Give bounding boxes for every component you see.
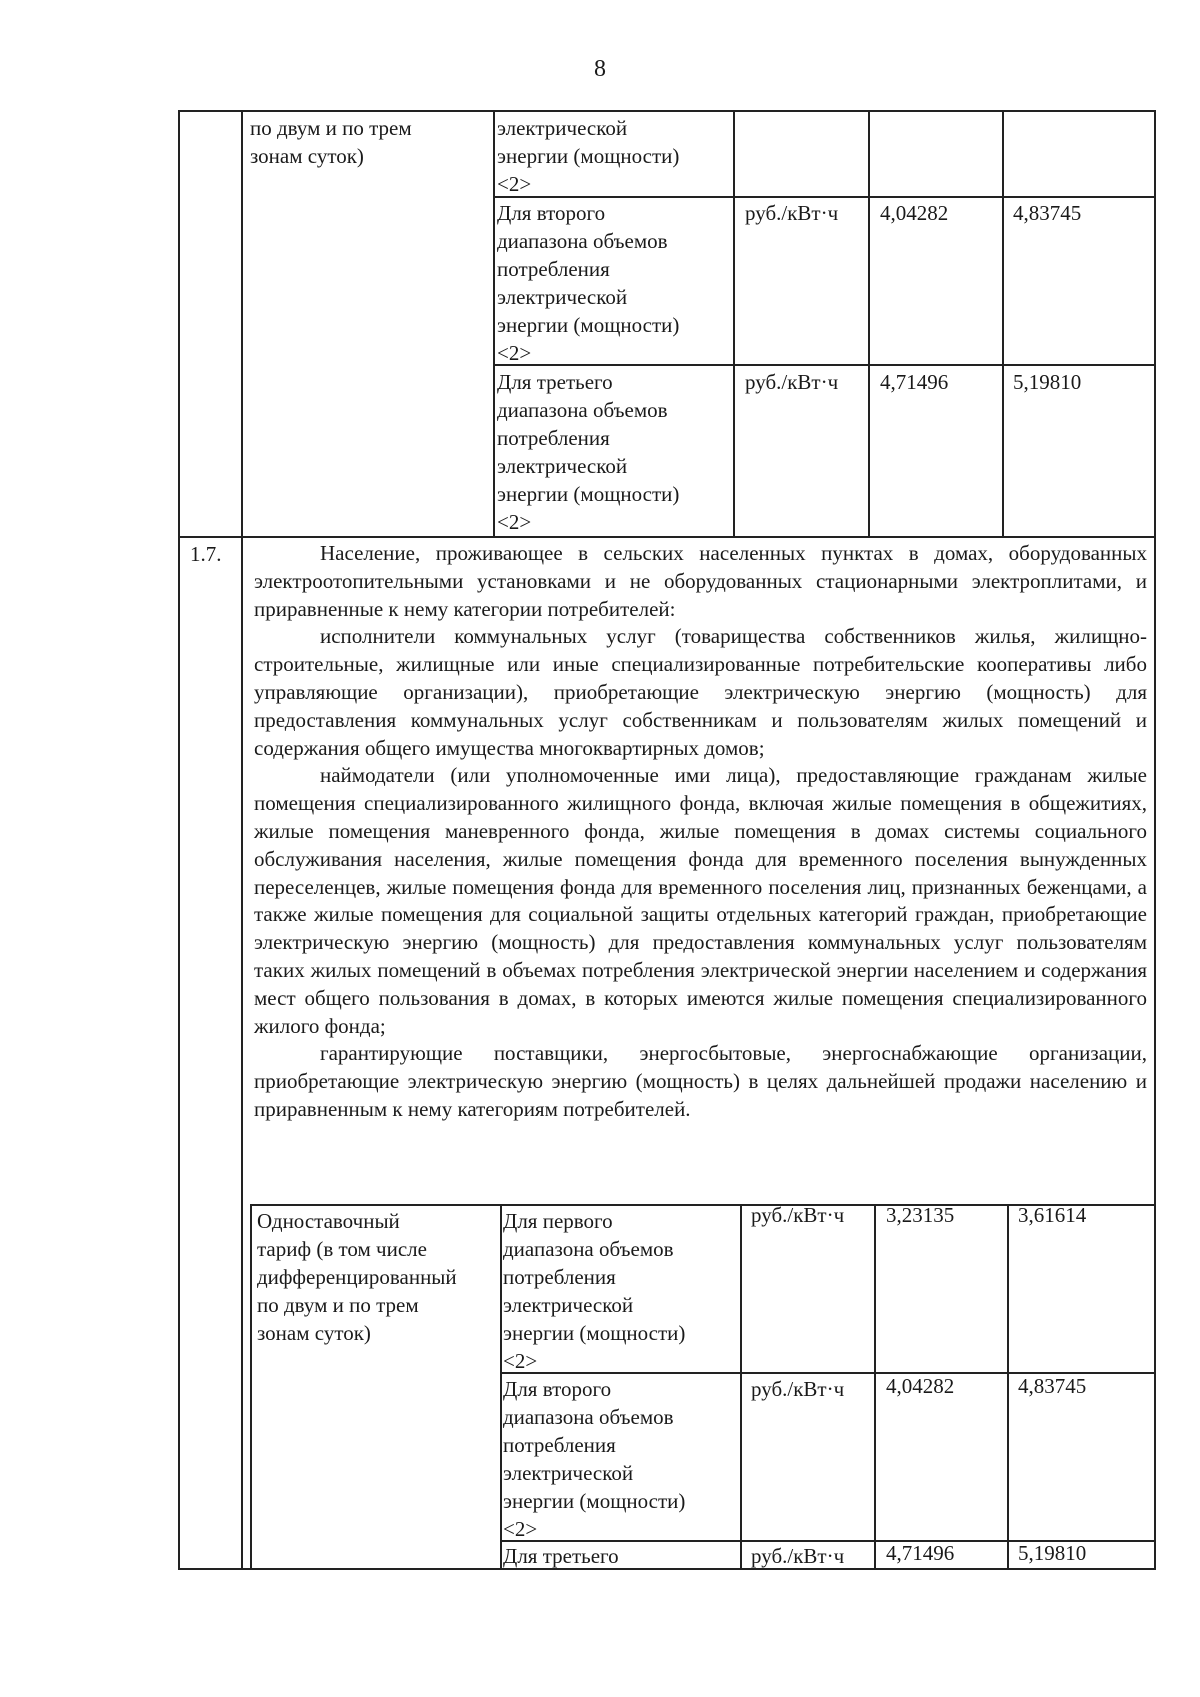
section-paragraph: гарантирующие поставщики, энергосбытовые, энергоснабжающие организации, приобретающие электрическую энергию (мощность) в целях дальнейшей продажи населению и приравненным к нему категориям потребителей. bbox=[254, 1041, 1147, 1121]
table-border bbox=[500, 1204, 502, 1570]
table-border bbox=[241, 536, 243, 1570]
unit-cell: руб./кВт·ч bbox=[751, 1203, 845, 1227]
value-cell: 4,83745 bbox=[1013, 201, 1082, 225]
range-cell: Для первого диапазона объемов потребления электрической энергии (мощности) <2> bbox=[503, 1209, 686, 1373]
value-cell: 4,04282 bbox=[880, 201, 949, 225]
unit-cell: руб./кВт·ч bbox=[745, 201, 839, 225]
value-cell: 5,19810 bbox=[1013, 370, 1082, 394]
value-cell: 3,23135 bbox=[886, 1203, 955, 1227]
table-border bbox=[178, 110, 180, 1570]
value-cell: 4,71496 bbox=[880, 370, 949, 394]
range-cell: Для второго диапазона объемов потребления электрической энергии (мощности) <2> bbox=[503, 1377, 686, 1541]
table-border bbox=[733, 110, 735, 538]
value-cell: 4,83745 bbox=[1018, 1374, 1087, 1398]
section-paragraph: исполнители коммунальных услуг (товарищества собственников жилья, жилищно-строительные, жилищные или иные специализированные потребительские кооперативы либо управляющие организации), приобретающие электрическую энергию (мощность) для предоставления коммунальных услуг собственникам и пользователям жилых помещений и содержания общего имущества многоквартирных домов; bbox=[254, 624, 1147, 760]
section-description bbox=[254, 540, 1147, 1124]
table-border bbox=[1002, 110, 1004, 538]
table-border bbox=[1154, 110, 1156, 1570]
section-paragraph: Население, проживающее в сельских населенных пунктах в домах, оборудованных электроотопительными установками и не оборудованных стационарными электроплитами, и приравненные к нему категории потребителей: bbox=[254, 541, 1147, 621]
unit-cell: руб./кВт·ч bbox=[751, 1544, 845, 1568]
unit-cell: руб./кВт·ч bbox=[745, 370, 839, 394]
section-number: 1.7. bbox=[190, 542, 222, 566]
table-border bbox=[178, 536, 1156, 538]
table-border bbox=[493, 110, 495, 538]
table-border bbox=[1007, 1204, 1009, 1570]
range-cell: Для второго диапазона объемов потребления электрической энергии (мощности) <2> bbox=[497, 201, 680, 365]
table-border bbox=[874, 1204, 876, 1570]
table-border bbox=[250, 1204, 252, 1570]
value-cell: 5,19810 bbox=[1018, 1541, 1087, 1565]
table-border bbox=[740, 1204, 742, 1570]
range-cell: Для третьего диапазона объемов потребления электрической энергии (мощности) <2> bbox=[497, 370, 680, 534]
tariff-category-cell: Одноставочный тариф (в том числе дифференцированный по двум и по трем зонам суток) bbox=[257, 1209, 457, 1345]
table-border bbox=[868, 110, 870, 538]
tariff-category-cell: по двум и по трем зонам суток) bbox=[250, 116, 412, 168]
unit-cell: руб./кВт·ч bbox=[751, 1377, 845, 1401]
value-cell: 4,71496 bbox=[886, 1541, 955, 1565]
value-cell: 3,61614 bbox=[1018, 1203, 1087, 1227]
section-paragraph: наймодатели (или уполномоченные ими лица), предоставляющие гражданам жилые помещения специализированного жилищного фонда, включая жилые помещения в общежитиях, жилые помещения маневренного фонда, жилые помещения в домах системы социального обслуживания населения, жилые помещения фонда для временного поселения вынужденных переселенцев, жилые помещения фонда для временного поселения лиц, признанных беженцами, а также жилые помещения для социальной защиты отдельных категорий граждан, приобретающие электрическую энергию (мощность) для предоставления коммунальных услуг пользователям таких жилых помещений в объемах потребления электрической энергии населением и содержания мест общего пользования в домах, в которых имеются жилые помещения специализированного жилого фонда; bbox=[254, 763, 1147, 1038]
table-border bbox=[178, 110, 1156, 112]
page-number: 8 bbox=[594, 56, 606, 82]
table-border bbox=[241, 110, 243, 538]
range-cell: электрической энергии (мощности) <2> bbox=[497, 116, 680, 196]
value-cell: 4,04282 bbox=[886, 1374, 955, 1398]
range-cell: Для третьего bbox=[503, 1544, 619, 1568]
